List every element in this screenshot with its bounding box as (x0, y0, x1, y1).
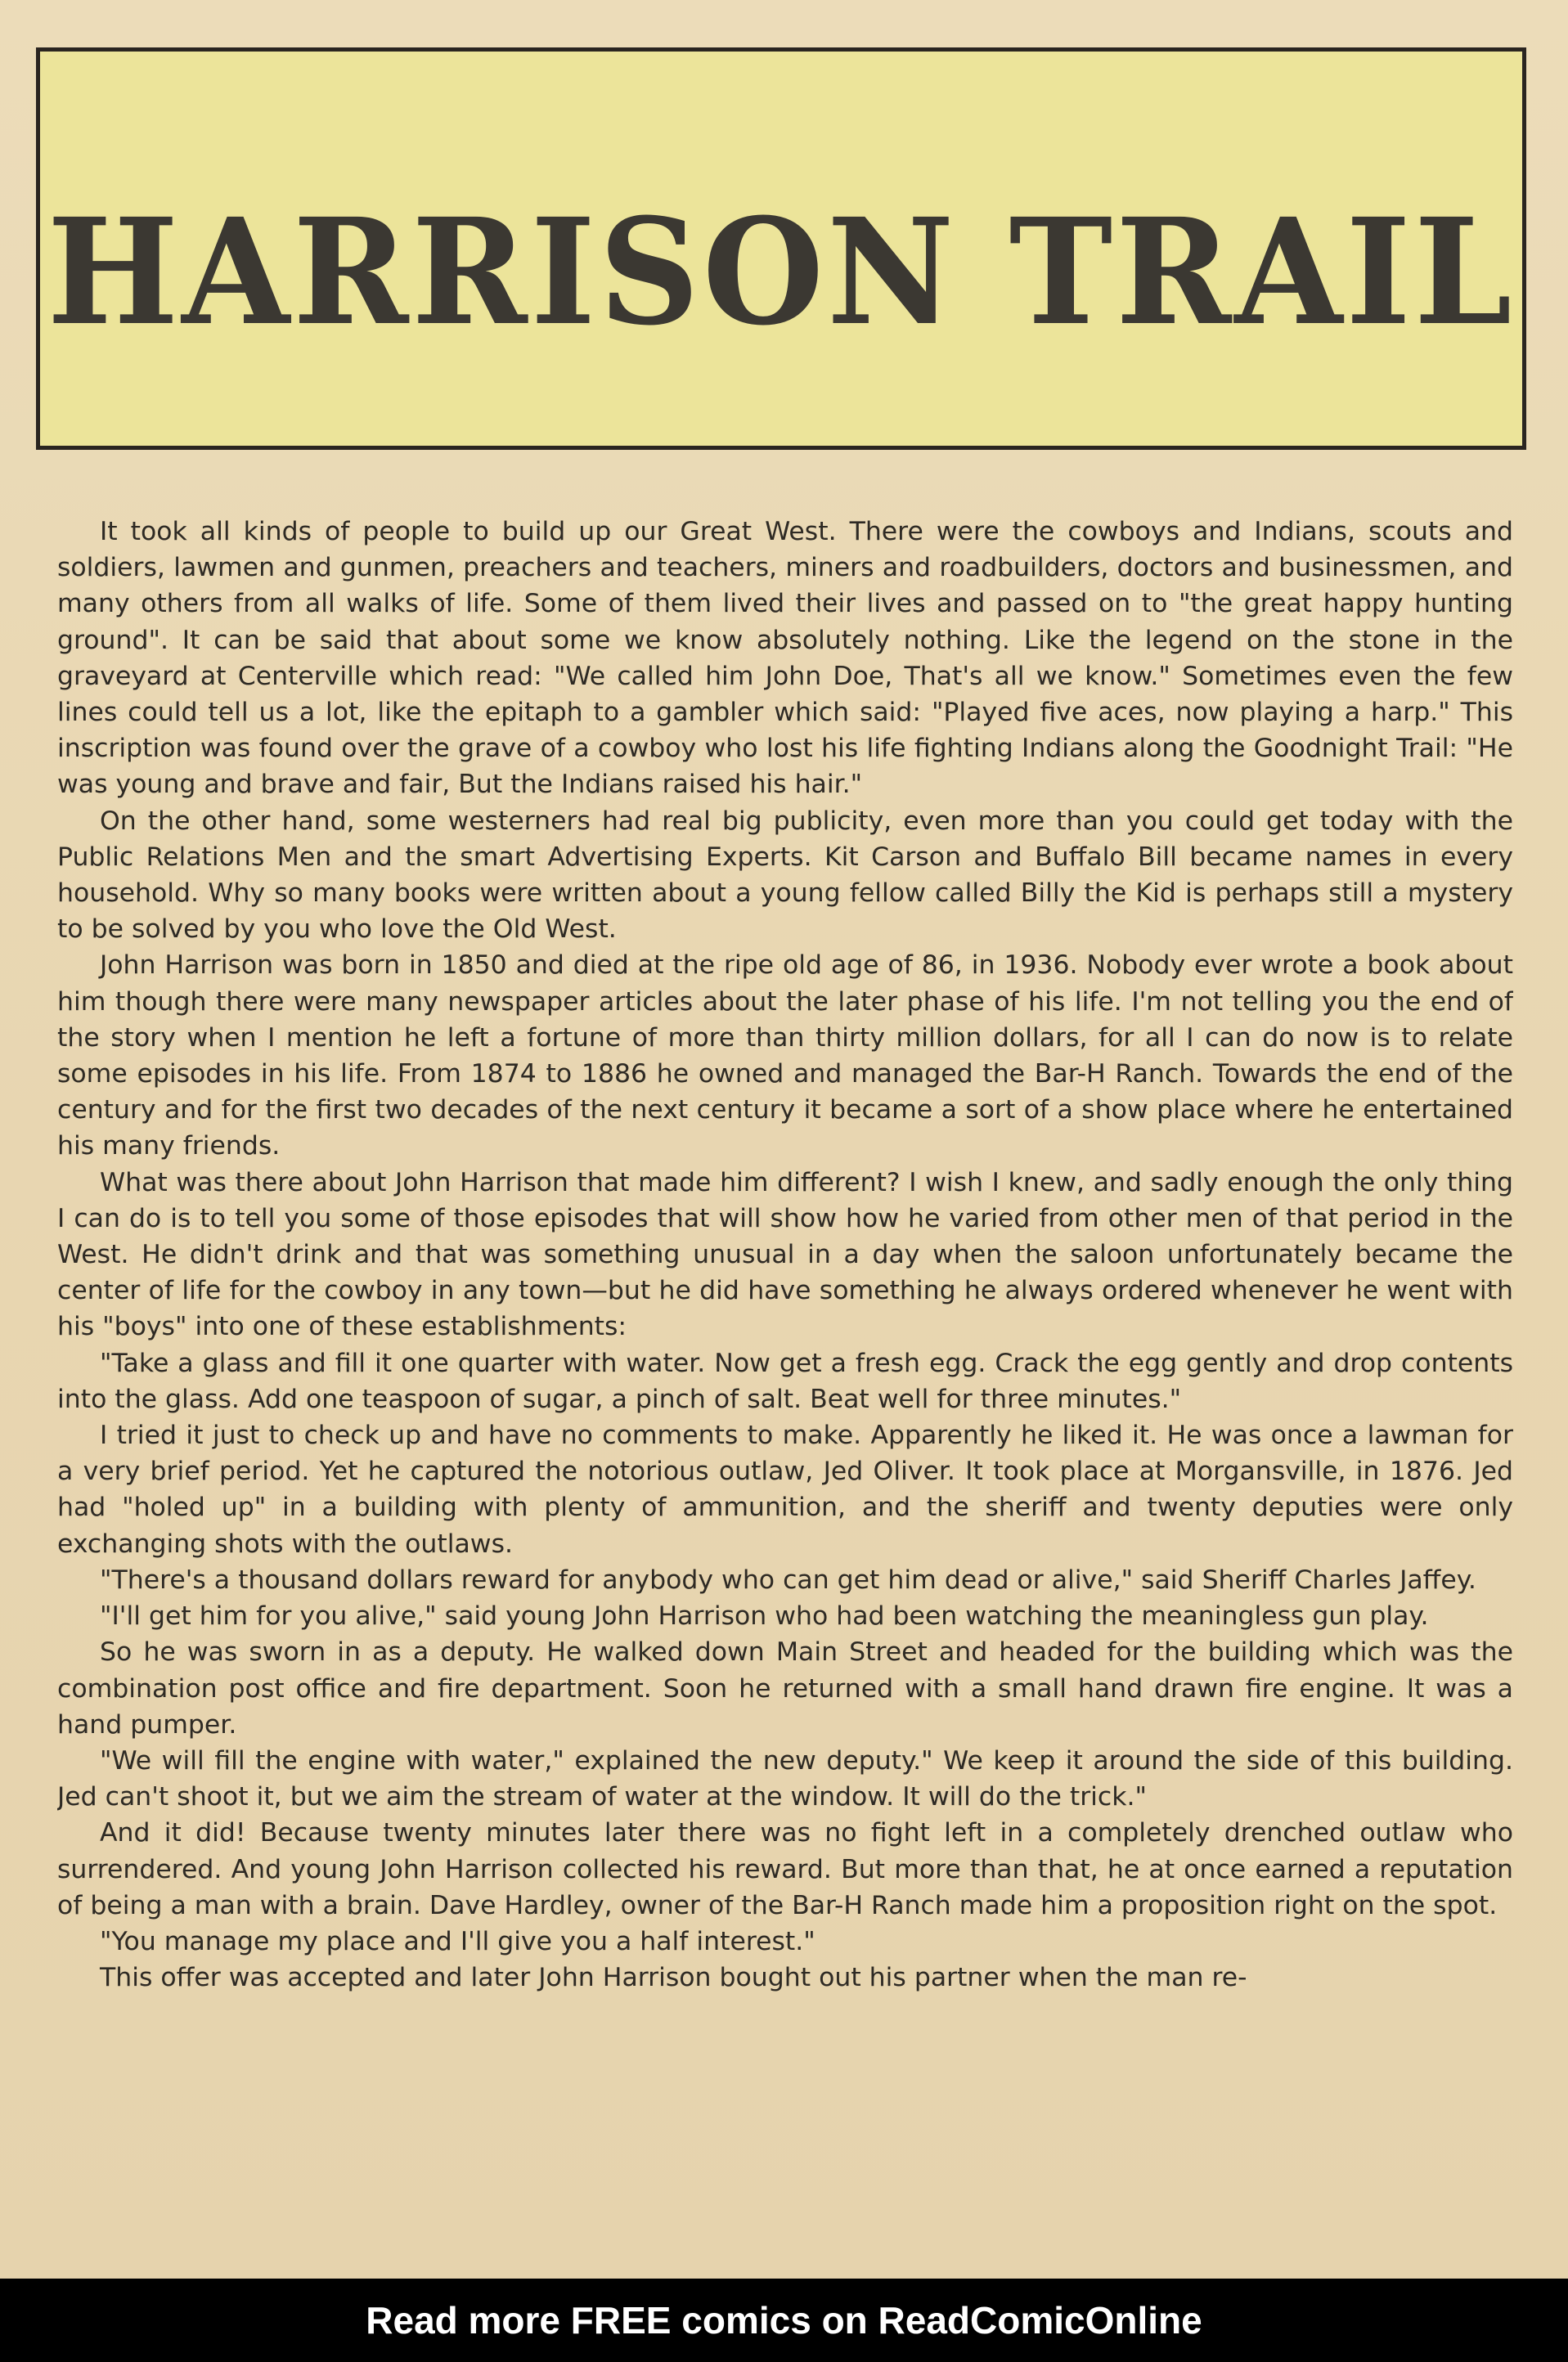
page-title: HARRISON TRAIL (47, 186, 1516, 358)
paragraph: "You manage my place and I'll give you a half interest." (100, 1926, 815, 1956)
title-panel (36, 47, 1526, 450)
paragraph: "I'll get him for you alive," said young John Harrison who had been watching the meaningless gun play. (100, 1601, 1429, 1632)
paragraph: "We will fill the engine with water," explained the new deputy." We keep it around the side of this building. Jed can't shoot it, but we aim the stream of water at the window. It will do the trick." (57, 1745, 1513, 1812)
paragraph: It took all kinds of people to build up our Great West. There were the cowboys and Indians, scouts and soldiers, lawmen and gunmen, preachers and teachers, miners and roadbuilders, doctors and businessmen, and many others from all walks of life. Some of them lived their lives and passed on to "the great happy hunting ground". It can be said that about some we know absolutely nothing. Like the legend on the stone in the graveyard at Centerville which read: "We called him John Doe, That's all we know." Sometimes even the few lines could tell us a lot, like the epitaph to a gambler which said: "Played five aces, now playing a harp." This inscription was found over the grave of a cowboy who lost his life fighting Indians along the Goodnight Trail: "He was young and brave and fair, But the Indians raised his hair." (57, 517, 1513, 800)
footer-link[interactable]: Read more FREE comics on ReadComicOnline (366, 2299, 1202, 2342)
article-body (57, 514, 1513, 2264)
paragraph: I tried it just to check up and have no comments to make. Apparently he liked it. He was once a lawman for a very brief period. Yet he captured the notorious outlaw, Jed Oliver. It took place at Morgansville, in 1876. Jed had "holed up" in a building with plenty of ammunition, and the sheriff and twenty deputies were only exchanging shots with the outlaws. (57, 1421, 1513, 1559)
paragraph: "There's a thousand dollars reward for anybody who can get him dead or alive," said Sheriff Charles Jaffey. (100, 1565, 1476, 1595)
paragraph: And it did! Because twenty minutes later there was no fight left in a completely drenched outlaw who surrendered. And young John Harrison collected his reward. But more than that, he at once earned a reputation of being a man with a brain. Dave Hardley, owner of the Bar-H Ranch made him a proposition right on the spot. (57, 1818, 1513, 1920)
footer-banner[interactable] (0, 2279, 1568, 2362)
paragraph: On the other hand, some westerners had real big publicity, even more than you could get today with the Public Relations Men and the smart Advertising Experts. Kit Carson and Buffalo Bill became names in every household. Why so many books were written about a young fellow called Billy the Kid is perhaps still a mystery to be solved by you who love the Old West. (57, 806, 1513, 945)
paragraph: What was there about John Harrison that made him different? I wish I knew, and sadly enough the only thing I can do is to tell you some of those episodes that will show how he varied from other men of that period in the West. He didn't drink and that was something unusual in a day when the saloon unfortunately became the center of life for the cowboy in any town—but he did have something he always ordered whenever he went with his "boys" into one of these establishments: (57, 1167, 1513, 1342)
paragraph: So he was sworn in as a deputy. He walked down Main Street and headed for the building which was the combination post office and fire department. Soon he returned with a small hand drawn fire engine. It was a hand pumper. (57, 1637, 1513, 1740)
paragraph: This offer was accepted and later John Harrison bought out his partner when the man re- (100, 1963, 1247, 1993)
paragraph: "Take a glass and fill it one quarter with water. Now get a fresh egg. Crack the egg gently and drop contents into the glass. Add one teaspoon of sugar, a pinch of salt. Beat well for three minutes." (57, 1348, 1513, 1414)
paragraph: John Harrison was born in 1850 and died at the ripe old age of 86, in 1936. Nobody ever wrote a book about him though there were many newspaper articles about the later phase of his life. I'm not telling you the end of the story when I mention he left a fortune of more than thirty million dollars, for all I can do now is to relate some episodes in his life. From 1874 to 1886 he owned and managed the Bar-H Ranch. Towards the end of the century and for the first two decades of the next century it became a sort of a show place where he entertained his many friends. (57, 950, 1513, 1161)
